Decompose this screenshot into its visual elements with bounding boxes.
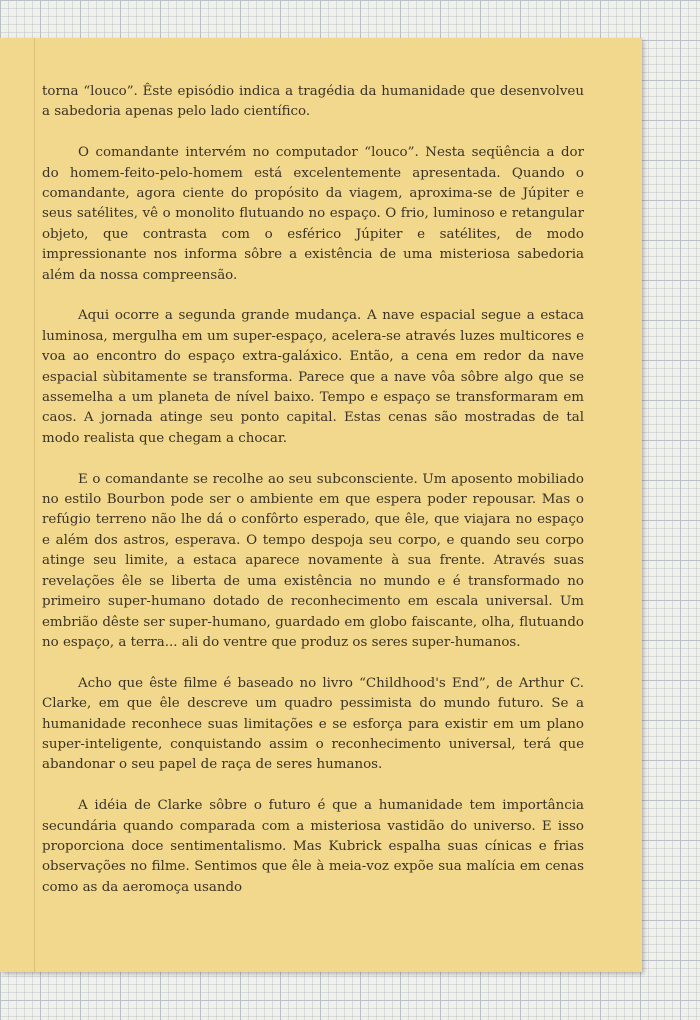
page-fold-line <box>34 38 35 972</box>
paragraph-5: Acho que êste filme é baseado no livro “Childhood's End”, de Arthur C. Clarke, em que êle descreve um quadro pessimista do mundo futuro. Se a humanidade reconhece suas limitações e se esforça para existir em um plano super-inteligente, conquistando assim o reconhecimento universal, terá que abandonar o seu papel de raça de seres humanos. <box>42 675 584 773</box>
paragraph-3: Aqui ocorre a segunda grande mudança. A nave espacial segue a estaca luminosa, mergulha em um super-espaço, acelera-se através luzes multicores e voa ao encontro do espaço extra-galáxico. Então, a cena em redor da nave espacial sùbitamente se transforma. Parece que a nave vôa sôbre algo que se assemelha a um planeta de nível baixo. Tempo e espaço se transformaram em caos. A jornada atinge seu ponto capital. Estas cenas são mostradas de tal modo realista que chegam a chocar. <box>42 308 584 446</box>
paragraph-2: O comandante intervém no computador “louco”. Nesta seqüência a dor do homem-feito-pelo-homem está excelentemente apresentada. Quando o comandante, agora ciente do propósito da viagem, aproxima-se de Júpiter e seus satélites, vê o monolito flutuando no espaço. O frio, luminoso e retangular objeto, que contrasta com o esférico Júpiter e satélites, de modo impressionante nos informa sôbre a existência de uma misteriosa sabedoria além da nossa compreensão. <box>42 145 584 283</box>
paragraph-6: A idéia de Clarke sôbre o futuro é que a humanidade tem importância secundária quando comparada com a misteriosa vastidão do universo. E isso proporciona doce sentimentalismo. Mas Kubrick espalha suas cínicas e frias observações no filme. Sentimos que êle à meia-voz expõe sua malícia em cenas como as da aeromoça usando <box>42 798 584 895</box>
paragraph-1: torna “louco”. Êste episódio indica a tragédia da humanidade que desenvolveu a sabedoria apenas pelo lado científico. <box>42 84 584 120</box>
document-body <box>42 82 584 919</box>
paragraph-4: E o comandante se recolhe ao seu subconsciente. Um aposento mobiliado no estilo Bourbon pode ser o ambiente em que espera poder repousar. Mas o refúgio terreno não lhe dá o confôrto esperado, que êle, que viajara no espaço e além dos astros, esperava. O tempo despoja seu corpo, e quando seu corpo atinge seu limite, a estaca aparece novamente à sua frente. Através suas revelações êle se liberta de uma existência no mundo e é transformado no primeiro super-humano dotado de reconhecimento em escala universal. Um embrião dêste ser super-humano, guardado em globo faiscante, olha, flutuando no espaço, a terra... ali do ventre que produz os seres super-humanos. <box>42 471 584 650</box>
document-page <box>0 38 642 972</box>
